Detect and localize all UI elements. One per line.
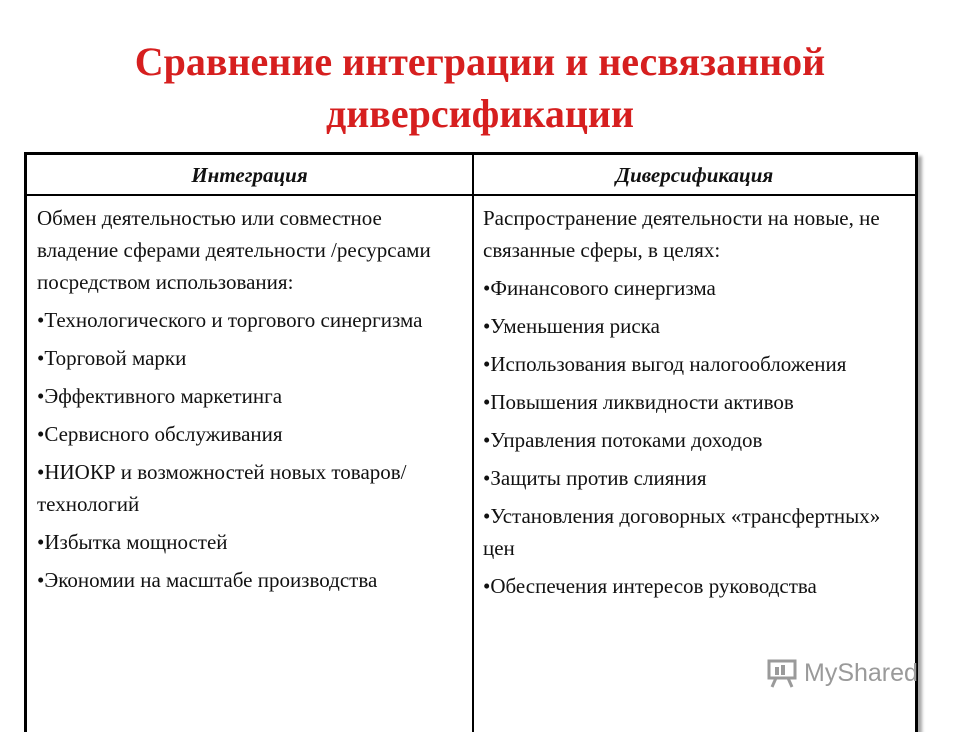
diversification-column [483, 202, 913, 608]
diversification-item: •Использования выгод налогообложения [483, 352, 847, 376]
header-integration: Интеграция [191, 163, 308, 187]
slide-title-line-1: Сравнение интеграции и несвязанной [134, 39, 826, 84]
slide-title-line-2: диверсификации [326, 91, 634, 136]
integration-item: •Избытка мощностей [37, 530, 228, 554]
comparison-table [24, 152, 918, 732]
diversification-item: •Финансового синергизма [483, 276, 716, 300]
integration-item: •Эффективного маркетинга [37, 384, 283, 408]
diversification-item: •Обеспечения интересов руководства [483, 574, 817, 598]
diversification-item: •Повышения ликвидности активов [483, 390, 794, 414]
presentation-board-icon [766, 658, 798, 688]
integration-intro: Обмен деятельностью или совместное владение сферами деятельности /ресурсами посредством использования: [37, 206, 431, 294]
integration-item: •Технологического и торгового синергизма [37, 308, 423, 332]
integration-item: •Экономии на масштабе производства [37, 568, 378, 592]
header-diversification: Диверсификация [615, 163, 774, 187]
column-divider [472, 155, 474, 732]
diversification-item: •Установления договорных «трансфертных» цен [483, 504, 881, 560]
diversification-item: •Уменьшения риска [483, 314, 660, 338]
integration-column [37, 202, 462, 602]
watermark-text: MyShared [804, 658, 918, 687]
integration-item: •Торговой марки [37, 346, 187, 370]
slide-title [0, 36, 960, 140]
integration-item: •НИОКР и возможностей новых товаров/технологий [37, 460, 407, 516]
diversification-item: •Защиты против слияния [483, 466, 707, 490]
diversification-item: •Управления потоками доходов [483, 428, 763, 452]
integration-item: •Сервисного обслуживания [37, 422, 283, 446]
header-divider [27, 194, 915, 196]
diversification-intro: Распространение деятельности на новые, не связанные сферы, в целях: [483, 206, 880, 262]
myshared-watermark [766, 656, 918, 690]
